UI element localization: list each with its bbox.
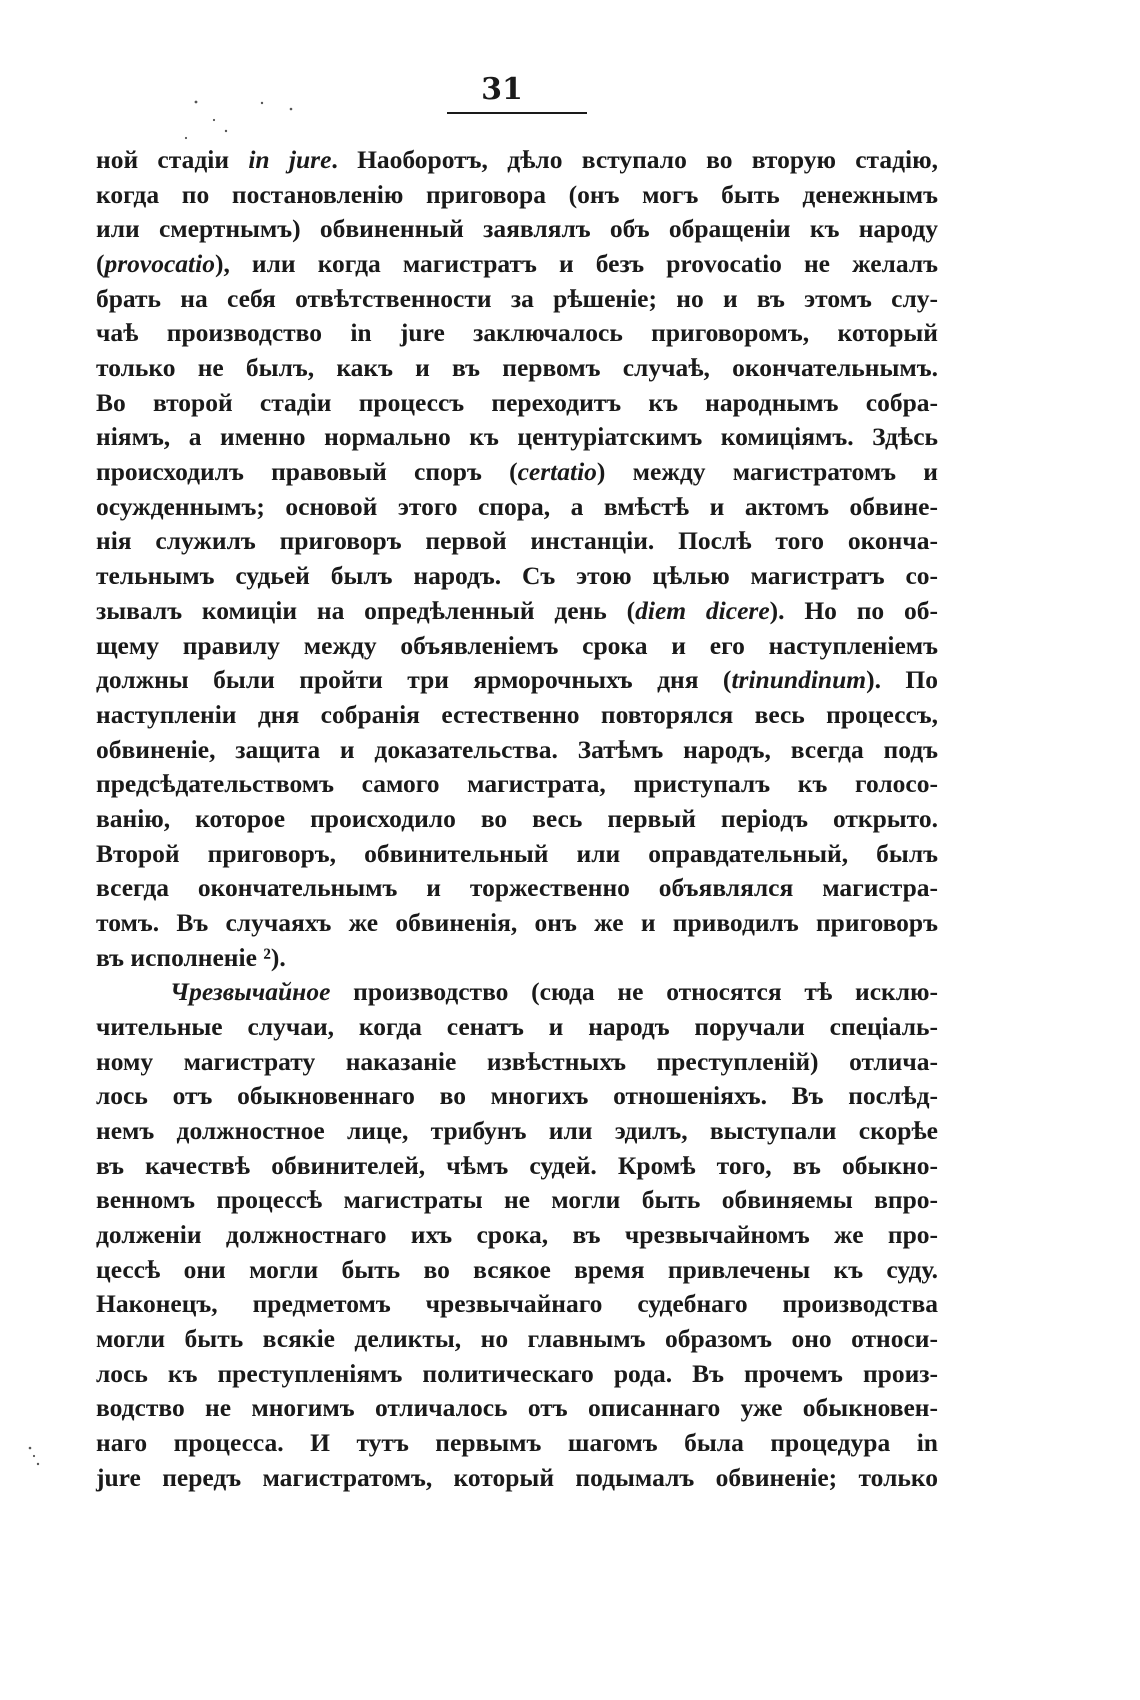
text-segment: чительные случаи, когда сенатъ и народъ поручали спеціаль- bbox=[96, 1012, 938, 1041]
text-line bbox=[96, 594, 938, 628]
text-segment: чаѣ производство in jure заключалось приговоромъ, который bbox=[96, 318, 938, 348]
text-line bbox=[96, 1045, 938, 1079]
text-segment: брать на себя отвѣтственности за рѣшеніе; но и въ этомъ слу- bbox=[96, 283, 938, 313]
text-line bbox=[96, 1010, 938, 1044]
text-segment: долженіи должностнаго ихъ срока, въ чрезвычайномъ же про- bbox=[96, 1220, 938, 1250]
text-line bbox=[96, 837, 938, 871]
text-segment: обвиненіе, защита и доказательства. Затѣмъ народъ, всегда подъ bbox=[96, 734, 938, 764]
text-segment: ной стадіи bbox=[96, 145, 249, 174]
text-line bbox=[96, 351, 938, 385]
text-line bbox=[96, 316, 938, 350]
italic-term: provocatio bbox=[104, 249, 215, 279]
italic-term: Чрезвычайное bbox=[170, 977, 331, 1007]
text-segment: должны были пройти три ярморочныхъ дня ( bbox=[96, 665, 732, 695]
text-segment: лось отъ обыкновеннаго во многихъ отношеніяхъ. Въ послѣд- bbox=[96, 1081, 938, 1111]
text-segment: происходилъ правовый споръ ( bbox=[96, 457, 518, 487]
text-line bbox=[96, 559, 938, 593]
text-line bbox=[96, 455, 938, 489]
text-segment: Во второй стадіи процессъ переходитъ къ народнымъ собра- bbox=[96, 387, 938, 417]
text-segment: производство (сюда не относятся тѣ исклю- bbox=[330, 977, 938, 1007]
text-segment: могли быть всякіе деликты, но главнымъ образомъ оно относи- bbox=[96, 1324, 938, 1354]
text-line bbox=[96, 1149, 938, 1183]
italic-term: certatio bbox=[517, 457, 597, 487]
text-segment: томъ. Въ случаяхъ же обвиненія, онъ же и приводилъ приговоръ bbox=[96, 907, 938, 937]
italic-term: in jure bbox=[248, 145, 332, 174]
text-segment: осужденнымъ; основой этого спора, а вмѣстѣ и актомъ обвине- bbox=[96, 491, 938, 521]
text-line bbox=[96, 524, 938, 558]
text-line bbox=[96, 1357, 938, 1391]
text-segment: тельнымъ судьей былъ народъ. Съ этою цѣлью магистратъ со- bbox=[96, 561, 938, 591]
text-segment: нія служилъ приговоръ первой инстанціи. Послѣ того оконча- bbox=[96, 526, 938, 556]
text-segment: наго процесса. И тутъ первымъ шагомъ была процедура in bbox=[96, 1428, 938, 1458]
text-line bbox=[96, 698, 938, 732]
text-line bbox=[96, 247, 938, 281]
text-line bbox=[96, 1461, 938, 1495]
text-segment: ванію, которое происходило во весь первый періодъ открыто. bbox=[96, 803, 938, 833]
text-segment: ). По bbox=[866, 665, 939, 695]
text-segment: предсѣдательствомъ самого магистрата, приступалъ къ голосо- bbox=[96, 769, 938, 799]
page-number-rule bbox=[447, 112, 587, 114]
text-segment: ), или когда магистратъ и безъ provocatio не желалъ bbox=[214, 249, 938, 279]
text-segment: щему правилу между объявленіемъ срока и его наступленіемъ bbox=[96, 630, 938, 660]
text-line bbox=[96, 663, 938, 697]
text-line bbox=[96, 420, 938, 454]
text-line bbox=[96, 733, 938, 767]
text-segment: всегда окончательнымъ и торжественно объявлялся магистра- bbox=[96, 873, 938, 903]
text-line bbox=[96, 941, 938, 975]
text-line bbox=[96, 802, 938, 836]
page-number: 31 bbox=[481, 72, 523, 107]
text-segment: лось къ преступленіямъ политическаго рода. Въ прочемъ произ- bbox=[96, 1358, 938, 1388]
text-segment: ніямъ, а именно нормально къ центуріатскимъ комиціямъ. Здѣсь bbox=[96, 422, 938, 452]
text-line bbox=[96, 767, 938, 801]
text-segment: или смертнымъ) обвиненный заявлялъ объ обращеніи къ народу bbox=[96, 214, 938, 244]
text-segment: цессѣ они могли быть во всякое время привлечены къ суду. bbox=[96, 1254, 938, 1284]
text-segment: ному магистрату наказаніе извѣстныхъ преступленій) отлича- bbox=[96, 1046, 938, 1076]
text-line bbox=[96, 975, 938, 1009]
text-line bbox=[96, 212, 938, 246]
text-segment: когда по постановленію приговора (онъ могъ быть денежнымъ bbox=[96, 179, 938, 209]
text-segment: въ качествѣ обвинителей, чѣмъ судей. Кромѣ того, въ обыкно- bbox=[96, 1150, 938, 1180]
text-line bbox=[96, 1426, 938, 1460]
text-line bbox=[96, 1322, 938, 1356]
text-segment: Наконецъ, предметомъ чрезвычайнаго судебнаго производства bbox=[96, 1289, 938, 1319]
text-line bbox=[96, 906, 938, 940]
text-line bbox=[96, 871, 938, 905]
text-segment: въ исполненіе ²). bbox=[96, 942, 286, 972]
text-segment: венномъ процессѣ магистраты не могли быть обвиняемы впро- bbox=[96, 1185, 938, 1215]
italic-term: trinundinum bbox=[731, 665, 867, 695]
text-line bbox=[96, 143, 938, 177]
text-segment: jure передъ магистратомъ, который подымалъ обвиненіе; только bbox=[96, 1462, 938, 1492]
text-line bbox=[96, 490, 938, 524]
text-segment: зывалъ комиціи на опредѣленный день ( bbox=[96, 595, 636, 625]
text-segment: . Наоборотъ, дѣло вступало во вторую стадію, bbox=[331, 145, 938, 174]
text-segment: ( bbox=[96, 249, 105, 279]
text-segment: только не былъ, какъ и въ первомъ случаѣ, окончательнымъ. bbox=[96, 353, 938, 383]
text-line bbox=[96, 629, 938, 663]
text-segment: ). Но по об- bbox=[769, 595, 939, 625]
text-segment: наступленіи дня собранія естественно повторялся весь процессъ, bbox=[96, 699, 938, 729]
text-line bbox=[96, 1253, 938, 1287]
text-line bbox=[96, 1391, 938, 1425]
text-segment: немъ должностное лице, трибунъ или эдилъ, выступали скорѣе bbox=[96, 1116, 938, 1146]
text-line bbox=[96, 178, 938, 212]
text-segment: ) между магистратомъ и bbox=[596, 457, 938, 487]
text-segment: водство не многимъ отличалось отъ описаннаго уже обыкновен- bbox=[96, 1393, 938, 1423]
italic-term: diem dicere bbox=[635, 595, 770, 625]
text-line bbox=[96, 1079, 938, 1113]
text-line bbox=[96, 1114, 938, 1148]
text-line bbox=[96, 1287, 938, 1321]
text-line bbox=[96, 282, 938, 316]
text-segment: Второй приговоръ, обвинительный или оправдательный, былъ bbox=[96, 838, 938, 868]
text-line bbox=[96, 1183, 938, 1217]
text-line bbox=[96, 1218, 938, 1252]
text-line bbox=[96, 386, 938, 420]
